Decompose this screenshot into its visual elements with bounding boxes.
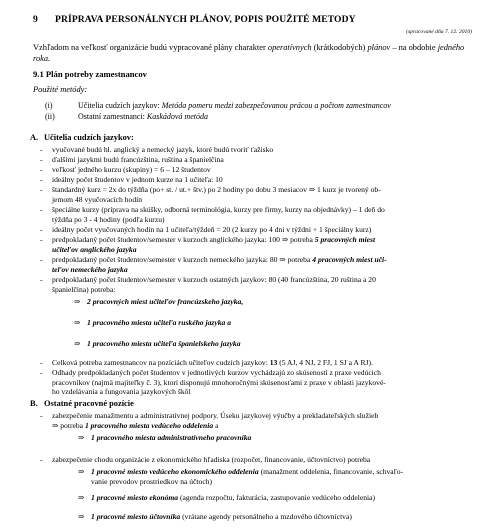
arrow-item <box>74 297 464 307</box>
section-a-heading <box>30 133 134 142</box>
arrow-item-text: 1 pracovného miesta administratívneho pracovníka <box>91 433 252 442</box>
arrow-item <box>78 493 468 503</box>
implies-arrow-icon: ⇒ <box>74 297 81 306</box>
implies-arrow-icon: ⇒ <box>74 318 81 327</box>
chapter-number: 9 <box>33 14 38 25</box>
method-item <box>45 101 391 110</box>
list-item-emphasis: 13 <box>269 358 278 367</box>
date-note: (spracované dňa 7. 12. 2010) <box>406 29 472 35</box>
chapter-heading <box>33 14 356 25</box>
arrow-item-text: vanie prevodov prostriedkov na účtoch) <box>91 476 213 486</box>
method-label: Učitelia cudzích jazykov: <box>78 101 162 110</box>
list-item-emphasis: 4 pracovných miest uči- <box>312 255 387 264</box>
list-item-emphasis: 1 pracovného miesta vedúceho oddelenia <box>84 420 214 430</box>
list-item-text: ideálny počet študentov v jednom kurze na 1 učiteľa: 10 <box>52 175 223 184</box>
intro-italic-plans: plánov <box>367 43 391 52</box>
arrow-item-text: (agenda rozpočtu, fakturácia, zastupovanie vedúceho oddelenia) <box>178 493 376 502</box>
list-item-text: štandardný kurz = 2x do týždňa (po+ st. / ut.+ štv.) po 2 hodiny po dobu 3 mesiacov ⇒ 1 kurz je tvorený ob- <box>52 185 381 194</box>
intro-paragraph <box>33 42 473 64</box>
arrow-item-emphasis: 1 pracovné miesto ekonóma <box>91 493 179 502</box>
arrow-item-text: 1 pracovného miesta učiteľa ruského jazyka a <box>87 318 232 327</box>
list-item-emphasis: 5 pracovných miest <box>314 235 376 244</box>
list-item-text: špeciálne kurzy (príprava na skúšky, odborná terminológia, kurzy pre firmy, kurzy na objednávky) – 1 deň do <box>52 205 385 214</box>
list-item-text: pracovníkov (najmä majiteľky č. 3), ktorí disponujú mnohoročnými skúsenosťami z praxe v oblasti jazykové- <box>52 377 386 387</box>
list-item: - zabezpečenie manažmentu a administratívnej podpory. Úseku jazykovej výučby a prekladateľských služieb ⇒ potreba 1 pracovného miesta vedúceho oddelenia a <box>40 411 379 430</box>
list-item-text: Odhady predpokladaných počet študentov v jednotlivých kurzov vychádzajú zo skúseností z praxe vedúcich <box>52 368 381 377</box>
list-item: - štandardný kurz = 2x do týždňa (po+ st. / ut.+ štv.) po 2 hodiny po dobu 3 mesiacov ⇒ 1 kurz je tvorený ob- jemom 48 vyučovacích hodín <box>40 185 381 204</box>
implies-arrow-icon: ⇒ <box>78 467 85 476</box>
list-item-text: zabezpečenie manažmentu a administratívnej podpory. Úseku jazykovej výučby a prekladateľských služieb <box>52 411 379 420</box>
list-item: - špeciálne kurzy (príprava na skúšky, odborná terminológia, kurzy pre firmy, kurzy na objednávky) – 1 deň do týždňa po 3 - 4 hodiny (podľa kurzu) <box>40 205 385 224</box>
arrow-item-emphasis: 1 pracovné miesto účtovníka <box>91 512 181 521</box>
implies-arrow-icon: ⇒ <box>78 433 85 442</box>
list-item-text: týždňa po 3 - 4 hodiny (podľa kurzu) <box>52 214 165 224</box>
section-heading: 9.1 Plán potreby zamestnancov <box>33 69 147 79</box>
arrow-item-emphasis: 1 pracovné miesto vedúceho ekonomického oddelenia <box>91 467 259 476</box>
list-item: - veľkosť jedného kurzu (skupiny) = 6 – 12 študentov <box>40 165 211 174</box>
method-item <box>45 112 208 121</box>
section-title: Učitelia cudzích jazykov: <box>44 133 134 142</box>
arrow-item <box>78 512 468 522</box>
arrow-item-text: 2 pracovných miest učiteľov francúzskeho jazyka, <box>87 297 244 306</box>
list-item: - Celková potreba zamestnancov na pozíciách učiteľov cudzích jazykov: 13 (5 AJ, 4 NJ, 2 FJ, 1 SJ a A RJ). <box>40 358 373 367</box>
implies-arrow-icon: ⇒ <box>74 339 81 348</box>
list-item-text: zabezpečenie chodu organizácie z ekonomického hľadiska (rozpočet, financovanie, účtovníctvo) potreba <box>52 455 371 464</box>
section-letter: B. <box>30 399 38 408</box>
list-item: - predpokladaný počet študentov/semester v kurzoch nemeckého jazyka: 80 ⇒ potreba 4 pracovných miest uči- teľov nemeckého jazyka <box>40 255 387 274</box>
arrow-item <box>78 467 468 486</box>
list-item-text: (5 AJ, 4 NJ, 2 FJ, 1 SJ a A RJ). <box>277 358 373 367</box>
list-item-text: predpokladaný počet študentov/semester v kurzoch ostatných jazykov: 80 (40 francúzština, 20 ruština a 20 <box>52 275 376 284</box>
intro-text-middle: (krátkodobých) <box>311 43 368 52</box>
arrow-item-text: 1 pracovného miesta učiteľa španielskeho jazyka <box>87 339 241 348</box>
list-item-text: predpokladaný počet študentov/semester v kurzoch nemeckého jazyka: 80 ⇒ potreba <box>52 255 313 264</box>
method-name: Metóda pomeru medzi zabezpečovanou prácou a počtom zamestnancov <box>161 101 391 110</box>
intro-italic-operational: operatívnych <box>267 43 312 52</box>
list-item-emphasis: učiteľov anglického jazyka <box>52 244 137 254</box>
intro-text-after: – na obdobie <box>390 43 438 52</box>
list-item-text: ho vzdelávania a fungovania jazykových škôl <box>52 387 191 397</box>
arrow-item <box>74 318 464 328</box>
arrow-item <box>74 339 464 349</box>
method-number: (i) <box>45 101 53 110</box>
method-label: Ostatní zamestnanci: <box>78 112 147 121</box>
list-item: - predpokladaný počet študentov/semester v kurzoch anglického jazyka: 100 ⇒ potreba 5 pracovných miest učiteľov anglického jazyka <box>40 235 376 254</box>
list-item-text: španielčina) potreba: <box>52 284 116 294</box>
list-item-text: ďalšími jazykmi budú francúzština, ruština a španielčina <box>52 155 224 164</box>
arrow-item <box>78 433 468 443</box>
implies-arrow-icon: ⇒ <box>78 493 85 502</box>
method-number: (ii) <box>45 112 55 121</box>
list-item-text: predpokladaný počet študentov/semester v kurzoch anglického jazyka: 100 ⇒ potreba <box>52 235 315 244</box>
arrow-item-text: (vrátane agendy personálneho a mzdového účtovníctva) <box>180 512 352 521</box>
intro-italic-one-year: jedného roka. <box>33 43 465 63</box>
implies-arrow-icon: ⇒ <box>78 512 85 521</box>
chapter-title: PRÍPRAVA PERSONÁLNYCH PLÁNOV, POPIS POUŽITÉ METODY <box>55 14 356 25</box>
list-item-text: ⇒ potreba <box>52 420 85 430</box>
section-title: Ostatné pracovné pozície <box>44 399 134 408</box>
list-item-text: jemom 48 vyučovacích hodín <box>52 194 143 204</box>
section-letter: A. <box>30 133 39 142</box>
list-item-emphasis: teľov nemeckého jazyka <box>52 264 128 274</box>
method-name: Kaskádová metóda <box>146 112 208 121</box>
list-item: - predpokladaný počet študentov/semester v kurzoch ostatných jazykov: 80 (40 francúzština, 20 ruština a 20 španielčina) potreba: <box>40 275 376 294</box>
list-item-text: vyučované budú hl. anglický a nemecký jazyk, ktoré budú tvoriť ťažisko <box>52 145 274 154</box>
list-item: - ďalšími jazykmi budú francúzština, ruština a španielčina <box>40 155 224 164</box>
list-item-text: ideálny počet vyučovaných hodín na 1 učiteľa/týždeň = 20 (2 kurzy po 4 dni v týždni + 1 špeciálny kurz) <box>52 225 372 234</box>
list-item-text: veľkosť jedného kurzu (skupiny) = 6 – 12 študentov <box>52 165 211 174</box>
list-item-text: a <box>213 420 219 430</box>
list-item: - ideálny počet študentov v jednom kurze na 1 učiteľa: 10 <box>40 175 223 184</box>
arrow-item-text: (manažment oddelenia, financovanie, schvaľo- <box>258 467 404 476</box>
list-item: - vyučované budú hl. anglický a nemecký jazyk, ktoré budú tvoriť ťažisko <box>40 145 274 154</box>
intro-text: Vzhľadom na veľkosť organizácie budú vypracované plány charakter <box>33 43 268 52</box>
section-b-heading <box>30 399 134 408</box>
list-item: - Odhady predpokladaných počet študentov v jednotlivých kurzov vychádzajú zo skúseností z praxe vedúcich pracovníkov (najmä majiteľky č. 3), ktorí disponujú mnohoročnými skúsenosťami z praxe v oblasti jazykové- ho vzdelávania a fungovania jazykových škôl <box>40 368 386 397</box>
methods-title: Použité metódy: <box>33 85 88 94</box>
list-item: - zabezpečenie chodu organizácie z ekonomického hľadiska (rozpočet, financovanie, účtovníctvo) potreba <box>40 455 371 464</box>
list-item-text: Celková potreba zamestnancov na pozíciách učiteľov cudzích jazykov: <box>52 358 270 367</box>
list-item: - ideálny počet vyučovaných hodín na 1 učiteľa/týždeň = 20 (2 kurzy po 4 dni v týždni + 1 špeciálny kurz) <box>40 225 372 234</box>
